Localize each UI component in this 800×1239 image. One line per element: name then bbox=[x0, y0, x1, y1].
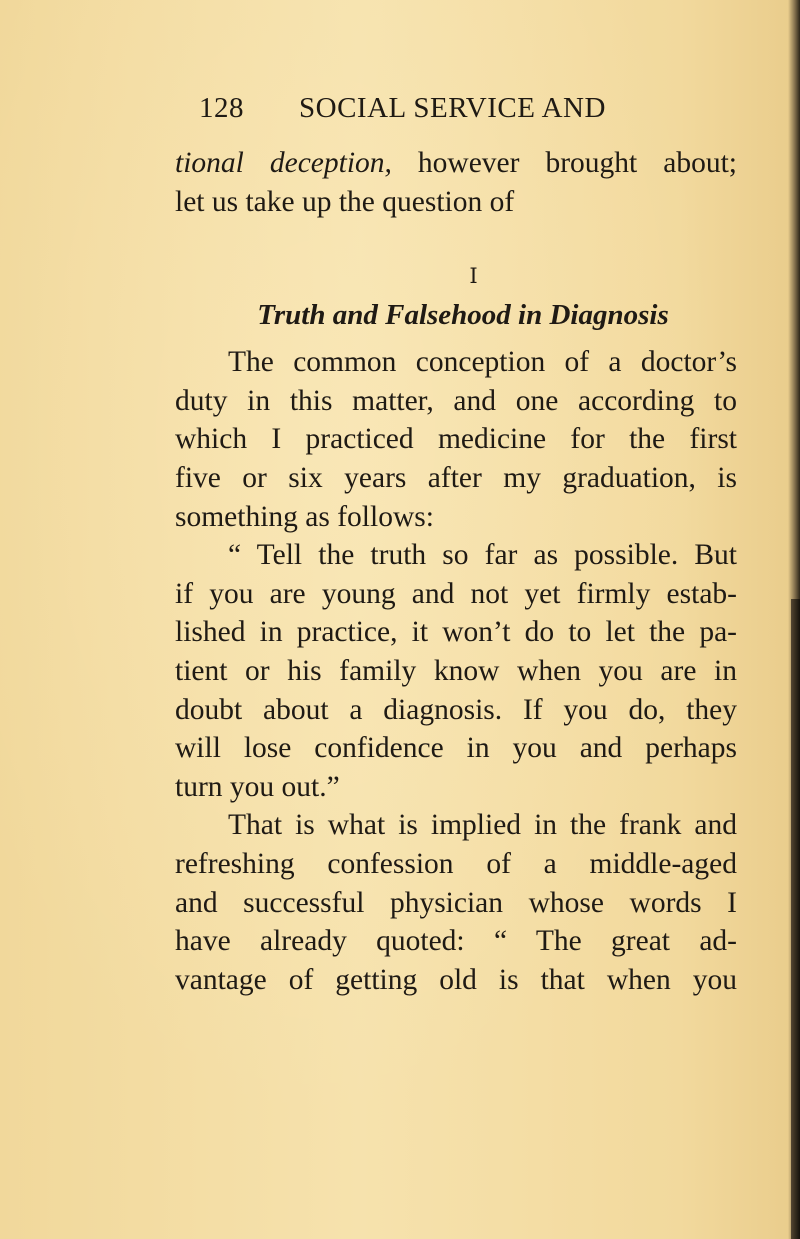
body-line: and successful physician whose words I bbox=[175, 886, 737, 919]
opening-line-2: let us take up the question of bbox=[175, 185, 515, 218]
body-line: something as follows: bbox=[175, 500, 434, 533]
body-line: vantage of getting old is that when you bbox=[175, 963, 737, 996]
body-line: if you are young and not yet firmly estab- bbox=[175, 577, 737, 610]
body-line: five or six years after my graduation, is bbox=[175, 461, 737, 494]
page-edge-dark bbox=[791, 599, 800, 1239]
body-line: lished in practice, it won’t do to let the pa- bbox=[175, 616, 737, 649]
section-gap bbox=[175, 221, 737, 259]
text-column bbox=[175, 92, 737, 999]
body-line: “ Tell the truth so far as possible. But bbox=[228, 539, 737, 572]
body-line: duty in this matter, and one according to bbox=[175, 384, 737, 417]
body-line: have already quoted: “ The great ad- bbox=[175, 925, 737, 958]
opening-line-1 bbox=[175, 144, 737, 183]
body-line: turn you out.” bbox=[175, 770, 340, 803]
body-line: which I practiced medicine for the first bbox=[175, 423, 737, 456]
body-line: doubt about a diagnosis. If you do, they bbox=[175, 693, 737, 726]
body-line: tient or his family know when you are in bbox=[175, 654, 737, 687]
opening-italic-phrase: tional deception, bbox=[175, 147, 392, 179]
body-line: The common conception of a doctor’s bbox=[228, 346, 737, 379]
section-numeral: I bbox=[469, 264, 479, 289]
body-line: will lose confidence in you and perhaps bbox=[175, 732, 737, 765]
body-line: refreshing confession of a middle-aged bbox=[175, 847, 737, 880]
body-line: That is what is implied in the frank and bbox=[228, 809, 737, 842]
page-number: 128 bbox=[199, 92, 244, 124]
section-heading: Truth and Falsehood in Diagnosis bbox=[257, 299, 669, 332]
running-head bbox=[175, 92, 737, 144]
opening-line-1-rest: however brought about; bbox=[391, 147, 737, 179]
running-head-title: SOCIAL SERVICE AND bbox=[299, 92, 606, 124]
